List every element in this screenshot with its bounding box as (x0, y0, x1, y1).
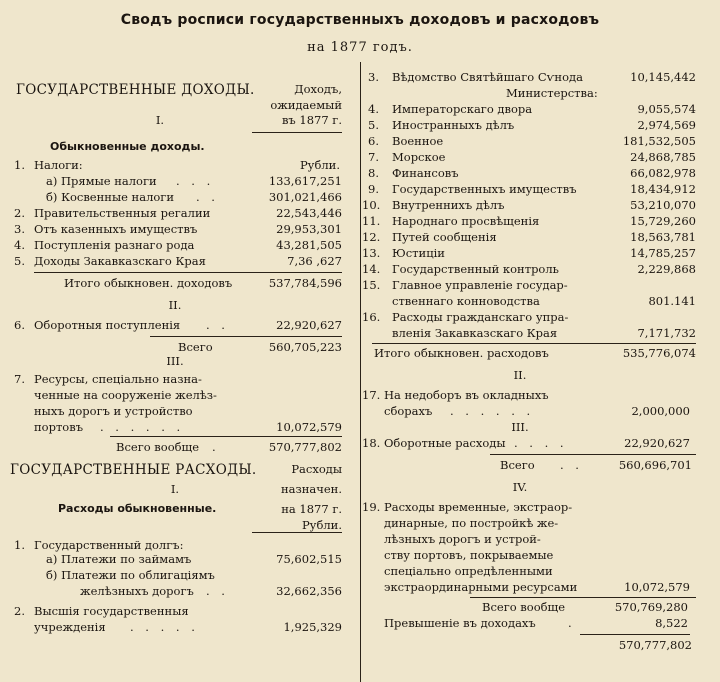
taxes-num: 1. (14, 158, 25, 172)
r-item19-value: 10,072,579 (624, 580, 690, 594)
ministry-label: Народнаго просвѣщенія (392, 214, 540, 228)
ministry-label: Путей сообщенія (392, 230, 497, 244)
ministry-label: Юстиціи (392, 246, 445, 260)
r-item17-line2: сборахъ (384, 404, 433, 418)
ministry-label: Морское (392, 150, 446, 164)
r-item19-num: 19. (362, 500, 381, 514)
grand-total-income-label: Всего вообще (116, 440, 200, 454)
r-item15-value: 801.141 (648, 294, 696, 308)
exp-item2-num: 2. (14, 604, 25, 618)
ministry-num: 13. (362, 246, 381, 260)
r-item17-value: 2,000,000 (631, 404, 690, 418)
ministry-value: 66,082,978 (630, 166, 696, 180)
leader-dots: . (212, 440, 220, 454)
income-col-header-3: въ 1877 г. (281, 113, 342, 127)
r-item18-value: 22,920,627 (624, 436, 690, 450)
income-section-I: I. (155, 113, 165, 127)
income-col-header-2: ожидаемый (270, 98, 342, 112)
leader-dots: . . . (176, 174, 215, 188)
leader-dots: . . (560, 458, 583, 472)
ministry-value: 2,229,868 (637, 262, 696, 276)
item6-label: Оборотныя поступленія (34, 318, 181, 332)
leader-dots: . . . . (514, 436, 568, 450)
tax-direct-value: 133,617,251 (268, 174, 342, 188)
ministry-value: 18,434,912 (630, 182, 696, 196)
leader-dots: . . . . . (130, 620, 199, 634)
surplus-value: 8,522 (655, 616, 688, 630)
ministry-value: 14,785,257 (630, 246, 696, 260)
income-item-value: 43,281,505 (276, 238, 342, 252)
r-item3-value: 10,145,442 (630, 70, 696, 84)
r-item16-line2: вленія Закавказскаго Края (392, 326, 558, 340)
total-rule (580, 634, 690, 635)
ministry-num: 10. (362, 198, 381, 212)
total-rule (110, 436, 342, 437)
expense-col-header-1: Расходы (291, 462, 342, 476)
grand-total-income-value: 570,777,802 (268, 440, 342, 454)
ministry-value: 24,868,785 (630, 150, 696, 164)
ministries-heading: Министерства: (506, 86, 598, 100)
r-item3-num: 3. (368, 70, 379, 84)
document-title: Сводъ росписи государственныхъ доходовъ и расходовъ (120, 12, 600, 28)
ordinary-income-heading: Обыкновенные доходы. (50, 140, 205, 153)
income-item-num: 3. (14, 222, 25, 236)
ministry-num: 14. (362, 262, 381, 276)
ministry-num: 11. (362, 214, 381, 228)
total-expense-label: Всего (500, 458, 535, 472)
income-section-II: II. (168, 298, 182, 312)
income-item-label: Доходы Закавказскаго Края (34, 254, 206, 268)
debt-b-line1: б) Платежи по облигаціямъ (46, 568, 215, 582)
income-section-III: III. (166, 354, 184, 368)
exp-item2-line2: учрежденія (34, 620, 106, 634)
ministry-num: 12. (362, 230, 381, 244)
total-rule (150, 336, 342, 337)
leader-dots: . . . . . . (100, 420, 185, 434)
debt-a-label: а) Платежи по займамъ (46, 552, 192, 566)
document-subtitle: на 1877 годъ. (307, 40, 413, 55)
total-rule (34, 272, 342, 273)
r-item16-value: 7,171,732 (637, 326, 696, 340)
r-item19-line6: экстраординарными ресурсами (384, 580, 578, 594)
item7-line3: ныхъ дорогъ и устройство (34, 404, 193, 418)
rubles-label: Рубли. (299, 158, 340, 172)
grand-total-expense-label: Всего вообще (482, 600, 566, 614)
r-item18-num: 18. (362, 436, 381, 450)
header-rule (252, 132, 342, 133)
ministry-num: 9. (368, 182, 379, 196)
leader-dots: . . (206, 584, 229, 598)
leader-dots: . (568, 616, 576, 630)
grand-total-expense-value: 570,769,280 (614, 600, 688, 614)
column-divider (360, 62, 361, 682)
ministry-num: 4. (368, 102, 379, 116)
total-income-label: Всего (178, 340, 213, 354)
expense-col-header-3: на 1877 г. (281, 502, 342, 516)
ministry-value: 2,974,569 (637, 118, 696, 132)
ministry-value: 18,563,781 (630, 230, 696, 244)
expense-col-header-2: назначен. (280, 482, 342, 496)
expense-section-II: II. (513, 368, 527, 382)
total-ordinary-expense-value: 535,776,074 (622, 346, 696, 360)
exp-item2-value: 1,925,329 (283, 620, 342, 634)
surplus-label: Превышеніе въ доходахъ (384, 616, 536, 630)
expense-header: ГОСУДАРСТВЕННЫЕ РАСХОДЫ. (10, 462, 257, 478)
final-balance-value: 570,777,802 (618, 638, 692, 652)
r-item3-label: Вѣдомство Святѣйшаго Сѵнода (392, 70, 583, 84)
exp-item2-line1: Высшія государственныя (34, 604, 189, 618)
taxes-label: Налоги: (34, 158, 83, 172)
leader-dots: . . (206, 318, 229, 332)
r-item19-line1: Расходы временные, экстраор- (384, 500, 573, 514)
r-item17-line1: На недоборъ въ окладныхъ (384, 388, 549, 402)
ordinary-expense-heading: Расходы обыкновенные. (58, 502, 217, 515)
item7-line4: портовъ (34, 420, 84, 434)
ministry-label: Иностранныхъ дѣлъ (392, 118, 515, 132)
ministry-label: Военное (392, 134, 444, 148)
income-item-num: 4. (14, 238, 25, 252)
ministry-value: 181,532,505 (622, 134, 696, 148)
item6-value: 22,920,627 (276, 318, 342, 332)
ministry-num: 5. (368, 118, 379, 132)
header-rule (252, 532, 342, 533)
income-item-num: 5. (14, 254, 25, 268)
ministry-value: 15,729,260 (630, 214, 696, 228)
debt-a-value: 75,602,515 (276, 552, 342, 566)
item7-line2: ченные на сооруженіе желѣз- (34, 388, 217, 402)
income-item-label: Правительственныя регалии (34, 206, 211, 220)
ministry-label: Финансовъ (392, 166, 459, 180)
r-item15-line2: ственнаго конноводства (392, 294, 540, 308)
r-item19-line3: лѣзныхъ дорогъ и устрой- (384, 532, 541, 546)
expense-section-I: I. (170, 482, 180, 496)
ministry-label: Внутреннихъ дѣлъ (392, 198, 505, 212)
debt-label: Государственный долгъ: (34, 538, 184, 552)
income-item-value: 29,953,301 (276, 222, 342, 236)
r-item16-line1: Расходы гражданскаго упра- (392, 310, 569, 324)
ministry-num: 8. (368, 166, 379, 180)
ministry-value: 53,210,070 (630, 198, 696, 212)
income-header: ГОСУДАРСТВЕННЫЕ ДОХОДЫ. (16, 82, 255, 98)
ministry-label: Государственный контроль (392, 262, 559, 276)
tax-indirect-label: б) Косвенные налоги (46, 190, 174, 204)
ministry-value: 9,055,574 (637, 102, 696, 116)
income-item-value: 22,543,446 (276, 206, 342, 220)
debt-b-value: 32,662,356 (276, 584, 342, 598)
ministry-num: 6. (368, 134, 379, 148)
total-rule (372, 343, 696, 344)
item7-value: 10,072,579 (276, 420, 342, 434)
r-item16-num: 16. (362, 310, 381, 324)
ministry-label: Императорскаго двора (392, 102, 533, 116)
ministry-num: 7. (368, 150, 379, 164)
total-rule (490, 454, 696, 455)
expense-rubles-label: Рубли. (301, 518, 342, 532)
tax-indirect-value: 301,021,466 (268, 190, 342, 204)
total-ordinary-income-value: 537,784,596 (268, 276, 342, 290)
income-item-num: 2. (14, 206, 25, 220)
r-item19-line5: спеціально опредѣленными (384, 564, 553, 578)
total-ordinary-income-label: Итого обыкновен. доходовъ (64, 276, 233, 290)
r-item19-line2: динарные, по постройкѣ же- (384, 516, 559, 530)
leader-dots: . . . . . . (450, 404, 535, 418)
ministry-label: Государственныхъ имуществъ (392, 182, 577, 196)
total-income-value: 560,705,223 (268, 340, 342, 354)
income-item-label: Отъ казенныхъ имуществъ (34, 222, 198, 236)
item7-num: 7. (14, 372, 25, 386)
r-item18-label: Оборотные расходы (384, 436, 506, 450)
r-item17-num: 17. (362, 388, 381, 402)
expense-section-IV: IV. (512, 480, 528, 494)
tax-direct-label: а) Прямые налоги (46, 174, 157, 188)
total-ordinary-expense-label: Итого обыкновен. расходовъ (374, 346, 549, 360)
item7-line1: Ресурсы, спеціально назна- (34, 372, 202, 386)
leader-dots: . . (196, 190, 219, 204)
item6-num: 6. (14, 318, 25, 332)
income-item-value: 7,36 ,627 (287, 254, 342, 268)
r-item19-line4: ству портовъ, покрываемые (384, 548, 554, 562)
income-item-label: Поступленія разнаго рода (34, 238, 195, 252)
debt-num: 1. (14, 538, 25, 552)
total-rule (470, 597, 696, 598)
debt-b-line2: желѣзныхъ дорогъ (80, 584, 194, 598)
expense-section-III: III. (511, 420, 529, 434)
income-col-header-1: Доходъ, (294, 82, 342, 96)
r-item15-line1: Главное управленіе государ- (392, 278, 568, 292)
r-item15-num: 15. (362, 278, 381, 292)
total-expense-value: 560,696,701 (618, 458, 692, 472)
